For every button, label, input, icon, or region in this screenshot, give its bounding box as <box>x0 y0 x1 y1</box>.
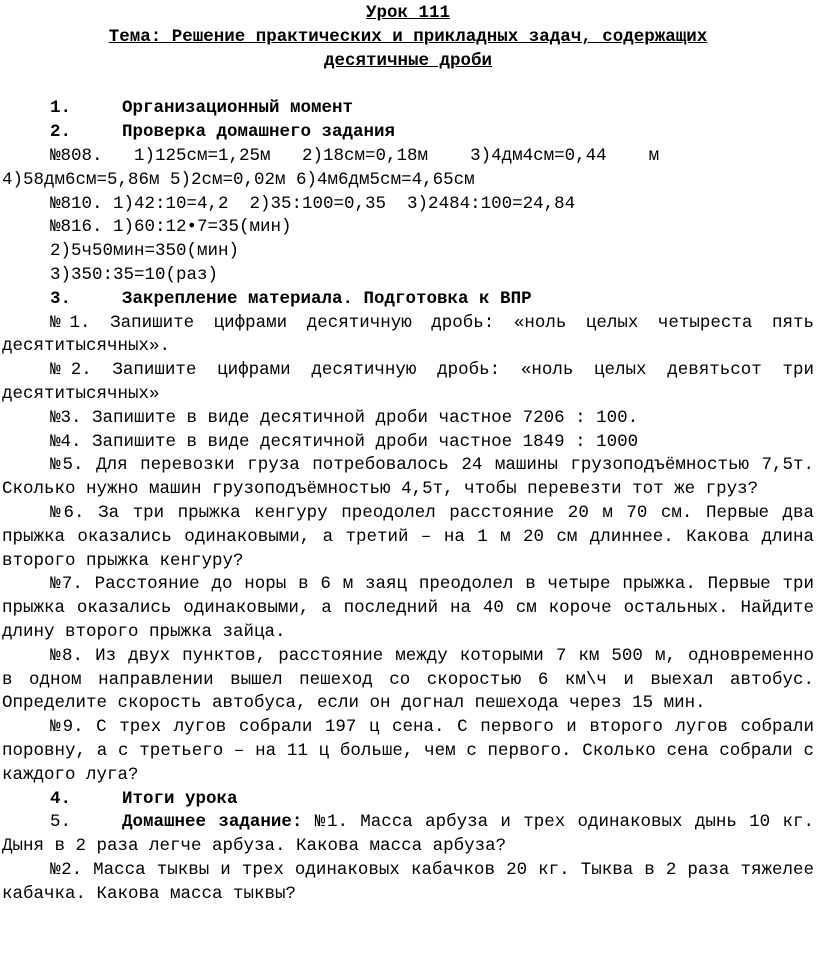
section-number: 2. <box>50 122 72 143</box>
spacer <box>2 73 814 97</box>
section-heading-4 <box>2 788 814 812</box>
theme-line-1: Тема: Решение практических и прикладных задач, содержащих <box>108 26 708 47</box>
hw-816-2: 2)5ч50мин=350(мин) <box>50 241 240 262</box>
task-4: №4. Запишите в виде десятичной дроби частное 1849 : 1000 <box>50 431 639 452</box>
section-label: Закрепление материала. Подготовка к ВПР <box>122 288 532 309</box>
hw-808-line-1: №808. 1)125см=1,25м 2)18см=0,18м 3)4дм4см=0,44 м <box>50 145 660 166</box>
task-7: №7. Расстояние до норы в 6 м заяц преодолел в четыре прыжка. Первые три прыжка оказались одинаковыми, а последний на 40 см короче остальных. Найдите длину второго прыжка зайца. <box>2 574 814 642</box>
hw-816-1: №816. 1)60:12•7=35(мин) <box>50 217 292 238</box>
document-page <box>0 2 816 957</box>
homework-text-1: №1. Масса арбуза и трех одинаковых дынь 10 кг. Дыня в 2 раза легче арбуза. Какова масса арбуза? <box>2 812 814 857</box>
task-2: №2. Запишите цифрами десятичную дробь: «ноль целых девятьсот три десятитысячных» <box>2 360 814 404</box>
section-number: 1. <box>50 98 72 119</box>
section-number: 4. <box>50 788 72 809</box>
homework-task-1 <box>2 811 814 859</box>
task-6: №6. За три прыжка кенгуру преодолел расстояние 20 м 70 см. Первые два прыжка оказались одинаковыми, а третий – на 1 м 20 см длиннее. Какова длина второго прыжка кенгуру? <box>2 502 814 571</box>
lesson-title: Урок 111 <box>365 3 450 23</box>
task-1: №1. Запишите цифрами десятичную дробь: «ноль целых четыреста пять десятитысячных». <box>2 312 814 357</box>
hw-810: №810. 1)42:10=4,2 2)35:100=0,35 3)2484:100=24,84 <box>50 193 576 214</box>
section-number: 3. <box>50 288 72 309</box>
hw-816-3: 3)350:35=10(раз) <box>50 264 219 285</box>
section-heading-3 <box>2 288 814 312</box>
homework-task-2: №2. Масса тыквы и трех одинаковых кабачков 20 кг. Тыква в 2 раза тяжелее кабачка. Какова масса тыквы? <box>2 859 814 904</box>
task-8: №8. Из двух пунктов, расстояние между которыми 7 км 500 м, одновременно в одном направлении вышел пешеход со скоростью 6 км\ч и выехал автобус. Определите скорость автобуса, если он догнал пешехода через 15 мин. <box>2 645 814 714</box>
section-heading-2 <box>2 121 814 145</box>
task-3: №3. Запишите в виде десятичной дроби частное 7206 : 100. <box>50 407 639 428</box>
section-heading-1 <box>2 97 814 121</box>
theme-line-2: десятичные дроби <box>323 50 493 71</box>
homework-number: 5. <box>50 812 72 833</box>
task-5: №5. Для перевозки груза потребовалось 24 машины грузоподъёмностью 7,5т. Сколько нужно машин грузоподъёмностью 4,5т, чтобы перевезти тот же груз? <box>2 455 814 500</box>
section-label: Организационный момент <box>122 98 354 119</box>
section-label: Проверка домашнего задания <box>122 122 396 143</box>
hw-808-line-2: 4)58дм6см=5,86м 5)2см=0,02м 6)4м6дм5см=4,65см <box>2 169 475 190</box>
homework-label: Домашнее задание: <box>122 812 303 833</box>
section-label: Итоги урока <box>122 788 238 809</box>
task-9: №9. С трех лугов собрали 197 ц сена. С первого и второго лугов собрали поровну, а с третьего – на 11 ц больше, чем с первого. Сколько сена собрали с каждого луга? <box>2 717 814 785</box>
